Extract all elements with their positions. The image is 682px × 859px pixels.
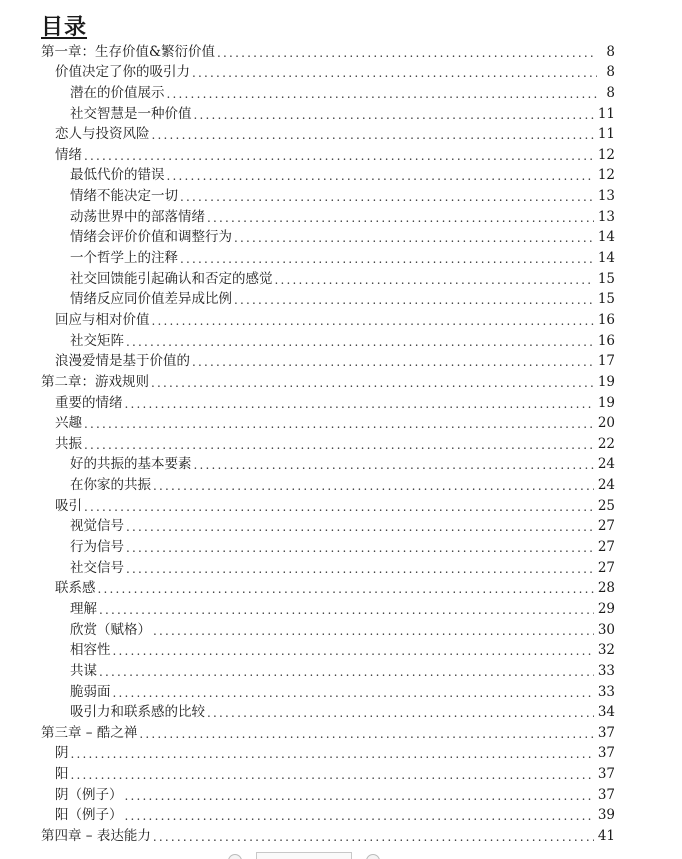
toc-entry-page-number: 28 <box>597 580 615 597</box>
toc-entry-page-number: 24 <box>597 477 615 494</box>
toc-entry[interactable] <box>41 597 615 618</box>
toc-entry-page-number: 29 <box>597 600 615 617</box>
dot-leader <box>207 705 594 721</box>
toc-entry-page-number: 19 <box>597 373 615 390</box>
toc-entry-label: 情绪 <box>55 146 82 163</box>
dot-leader <box>153 829 594 845</box>
dot-leader <box>234 230 594 246</box>
toc-entry-page-number: 12 <box>597 167 615 184</box>
toc-entry[interactable] <box>41 123 615 144</box>
toc-entry[interactable] <box>41 81 615 102</box>
dot-leader <box>192 354 594 370</box>
toc-entry-label: 视觉信号 <box>70 518 124 535</box>
dot-leader <box>113 685 594 701</box>
dot-leader <box>84 148 594 164</box>
toc-entry-page-number: 32 <box>597 642 615 659</box>
dot-leader <box>152 127 594 143</box>
toc-entry[interactable] <box>41 639 615 660</box>
toc-entry[interactable] <box>41 824 615 845</box>
toc-entry-label: 回应与相对价值 <box>55 311 150 328</box>
toc-entry-page-number: 27 <box>597 559 615 576</box>
toc-entry-label: 共谋 <box>70 662 97 679</box>
toc-entry[interactable] <box>41 804 615 825</box>
toc-entry[interactable] <box>41 308 615 329</box>
toc-entry[interactable] <box>41 288 615 309</box>
dot-leader <box>192 65 597 81</box>
toc-entry-page-number: 37 <box>597 745 615 762</box>
toc-entry-label: 社交回馈能引起确认和否定的感觉 <box>70 270 273 287</box>
toc-entry-page-number: 11 <box>597 105 615 122</box>
toc-entry[interactable] <box>41 143 615 164</box>
toc-entry-label: 浪漫爱情是基于价值的 <box>55 353 190 370</box>
toc-entry-label: 脆弱面 <box>70 683 111 700</box>
toc-entry-label: 一个哲学上的注释 <box>70 250 178 267</box>
toc-entry-page-number: 34 <box>597 704 615 721</box>
dot-leader <box>139 726 593 742</box>
toc-entry-page-number: 16 <box>597 311 615 328</box>
dot-leader <box>217 45 597 61</box>
toc-entry[interactable] <box>41 61 615 82</box>
toc-entry-label: 第四章 – 表达能力 <box>41 827 151 844</box>
toc-entry[interactable] <box>41 783 615 804</box>
toc-entry-label: 第一章：生存价值&繁衍价值 <box>41 43 216 60</box>
toc-entry[interactable] <box>41 267 615 288</box>
toc-entry-page-number: 15 <box>597 291 615 308</box>
toc-entry[interactable] <box>41 102 615 123</box>
toc-entry[interactable] <box>41 515 615 536</box>
toc-entry-label: 社交信号 <box>70 559 124 576</box>
page-navigation <box>228 850 388 859</box>
toc-entry-page-number: 12 <box>597 146 615 163</box>
previous-page-icon[interactable] <box>228 854 242 859</box>
dot-leader <box>126 561 594 577</box>
toc-entry[interactable] <box>41 184 615 205</box>
toc-entry-label: 阳 <box>55 766 69 783</box>
toc-entry-label: 联系感 <box>55 580 96 597</box>
dot-leader <box>99 664 594 680</box>
dot-leader <box>125 788 594 804</box>
toc-entry[interactable] <box>41 453 615 474</box>
toc-entry-page-number: 33 <box>597 662 615 679</box>
dot-leader <box>194 457 594 473</box>
toc-entry-page-number: 14 <box>597 229 615 246</box>
dot-leader <box>126 519 594 535</box>
toc-entry[interactable] <box>41 494 615 515</box>
toc-entry-page-number: 13 <box>597 188 615 205</box>
toc-entry[interactable] <box>41 164 615 185</box>
toc-entry[interactable] <box>41 350 615 371</box>
toc-entry[interactable] <box>41 556 615 577</box>
toc-entry-label: 相容性 <box>70 642 111 659</box>
dot-leader <box>153 478 594 494</box>
dot-leader <box>84 437 594 453</box>
toc-entry[interactable] <box>41 742 615 763</box>
toc-entry-label: 最低代价的错误 <box>70 167 165 184</box>
toc-entry[interactable] <box>41 391 615 412</box>
dot-leader <box>167 86 598 102</box>
toc-entry-page-number: 11 <box>597 126 615 143</box>
toc-entry-label: 重要的情绪 <box>55 394 123 411</box>
toc-entry[interactable] <box>41 762 615 783</box>
toc-entry[interactable] <box>41 473 615 494</box>
dot-leader <box>71 746 594 762</box>
toc-entry-label: 第二章：游戏规则 <box>41 373 149 390</box>
toc-entry-label: 行为信号 <box>70 539 124 556</box>
toc-entry-page-number: 13 <box>597 208 615 225</box>
dot-leader <box>275 272 594 288</box>
toc-entry-page-number: 22 <box>597 435 615 452</box>
toc-entry-label: 社交智慧是一种价值 <box>70 105 192 122</box>
toc-entry[interactable] <box>41 205 615 226</box>
toc-entry-label: 共振 <box>55 435 82 452</box>
toc-entry-page-number: 33 <box>597 683 615 700</box>
toc-entry-page-number: 39 <box>597 807 615 824</box>
toc-entry-label: 潜在的价值展示 <box>70 84 165 101</box>
dot-leader <box>151 375 594 391</box>
toc-entry-label: 在你家的共振 <box>70 477 151 494</box>
toc-entry[interactable] <box>41 535 615 556</box>
dot-leader <box>207 210 594 226</box>
toc-entry-label: 恋人与投资风险 <box>55 126 150 143</box>
dot-leader <box>71 767 594 783</box>
toc-entry-label: 情绪会评价价值和调整行为 <box>70 229 232 246</box>
dot-leader <box>180 189 594 205</box>
toc-entry-page-number: 19 <box>597 394 615 411</box>
toc-entry[interactable] <box>41 432 615 453</box>
dot-leader <box>113 643 594 659</box>
toc-entry-page-number: 8 <box>606 64 615 81</box>
toc-entry-label: 吸引力和联系感的比较 <box>70 704 205 721</box>
toc-entry-page-number: 15 <box>597 270 615 287</box>
toc-entry-page-number: 17 <box>597 353 615 370</box>
toc-entry-label: 阴（例子） <box>55 786 123 803</box>
toc-entry[interactable] <box>41 226 615 247</box>
toc-entry-page-number: 14 <box>597 250 615 267</box>
toc-entry-label: 兴趣 <box>55 415 82 432</box>
dot-leader <box>126 334 594 350</box>
toc-entry-label: 动荡世界中的部落情绪 <box>70 208 205 225</box>
toc-entry-page-number: 20 <box>597 415 615 432</box>
toc-entry-label: 价值决定了你的吸引力 <box>55 64 190 81</box>
toc-entry-page-number: 8 <box>606 43 615 60</box>
toc-entry-label: 阴 <box>55 745 69 762</box>
toc-entry-page-number: 8 <box>606 84 615 101</box>
toc-entry[interactable] <box>41 659 615 680</box>
toc-entry-label: 好的共振的基本要素 <box>70 456 192 473</box>
toc-entry[interactable] <box>41 680 615 701</box>
toc-entry-label: 理解 <box>70 600 97 617</box>
dot-leader <box>125 396 594 412</box>
toc-entry-label: 第三章 – 酷之禅 <box>41 724 138 741</box>
dot-leader <box>180 251 594 267</box>
dot-leader <box>152 313 594 329</box>
toc-entry-label: 社交矩阵 <box>70 332 124 349</box>
toc-entry-page-number: 37 <box>597 786 615 803</box>
toc-entry-page-number: 27 <box>597 539 615 556</box>
toc-entry-page-number: 24 <box>597 456 615 473</box>
toc-entry-page-number: 30 <box>597 621 615 638</box>
toc-entry-page-number: 27 <box>597 518 615 535</box>
next-page-icon[interactable] <box>366 854 380 859</box>
dot-leader <box>98 581 594 597</box>
toc-entry-label: 吸引 <box>55 497 82 514</box>
toc-entry-label: 情绪不能决定一切 <box>70 188 178 205</box>
toc-entry[interactable] <box>41 701 615 722</box>
toc-entry[interactable] <box>41 721 615 742</box>
dot-leader <box>99 602 594 618</box>
toc-entry-page-number: 41 <box>597 827 615 844</box>
toc-entry[interactable] <box>41 618 615 639</box>
toc-title: 目录 <box>41 15 88 40</box>
dot-leader <box>84 416 594 432</box>
dot-leader <box>167 168 594 184</box>
dot-leader <box>125 808 594 824</box>
dot-leader <box>84 499 594 515</box>
toc-entry-label: 阳（例子） <box>55 807 123 824</box>
page-number-box[interactable] <box>256 852 352 859</box>
dot-leader <box>234 292 594 308</box>
toc-list <box>41 40 615 845</box>
toc-entry[interactable] <box>41 370 615 391</box>
toc-entry-page-number: 37 <box>597 724 615 741</box>
toc-entry-label: 欣赏（赋格） <box>70 621 151 638</box>
toc-entry-page-number: 25 <box>597 497 615 514</box>
toc-entry[interactable] <box>41 412 615 433</box>
toc-entry[interactable] <box>41 246 615 267</box>
toc-entry[interactable] <box>41 577 615 598</box>
toc-entry[interactable] <box>41 40 615 61</box>
toc-entry-page-number: 16 <box>597 332 615 349</box>
toc-entry-label: 情绪反应同价值差异成比例 <box>70 291 232 308</box>
dot-leader <box>194 107 594 123</box>
dot-leader <box>126 540 594 556</box>
toc-entry-page-number: 37 <box>597 766 615 783</box>
toc-entry[interactable] <box>41 329 615 350</box>
dot-leader <box>153 623 594 639</box>
